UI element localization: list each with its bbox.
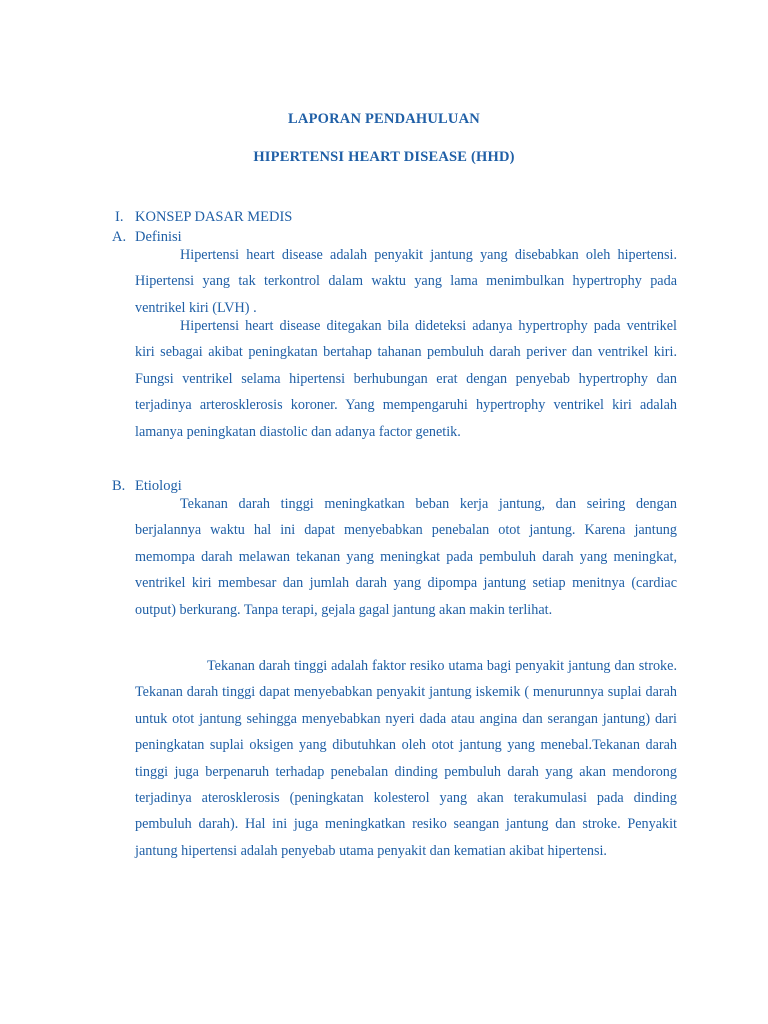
definisi-letter: A.: [112, 229, 127, 245]
document-title: LAPORAN PENDAHULUAN: [288, 111, 480, 127]
section-heading: KONSEP DASAR MEDIS: [135, 209, 293, 225]
etiologi-letter: B.: [112, 478, 126, 494]
section-number: I.: [115, 209, 124, 225]
etiologi-paragraph-2: Tekanan darah tinggi adalah faktor resiko utama bagi penyakit jantung dan stroke. Tekanan darah tinggi dapat menyebabkan penyakit jantung iskemik ( menurunnya suplai darah untuk otot jantung sehingga menyebabkan nyeri dada atau angina dan serangan jantung) dari peningkatan suplai oksigen yang dibutuhkan oleh otot jantung yang menebal.Tekanan darah tinggi juga berpenaruh terhadap penebalan dinding pembuluh darah yang akan mendorong terjadinya aterosklerosis (peningkatan kolesterol yang akan terakumulasi pada dinding pembuluh darah). Hal ini juga meningkatkan resiko seangan jantung dan stroke. Penyakit jantung hipertensi adalah penyebab utama penyakit dan kematian akibat hipertensi.: [135, 658, 677, 859]
definisi-paragraph-1: Hipertensi heart disease adalah penyakit jantung yang disebabkan oleh hipertensi. Hipertensi yang tak terkontrol dalam waktu yang lama menimbulkan hypertrophy pada ventrikel kiri (LVH) .: [135, 247, 677, 316]
etiologi-paragraph-1: Tekanan darah tinggi meningkatkan beban kerja jantung, dan seiring dengan berjalannya waktu hal ini dapat menyebabkan penebalan otot jantung. Karena jantung memompa darah melawan tekanan yang meningkat pada pembuluh darah yang meningkat, ventrikel kiri membesar dan jumlah darah yang dipompa jantung setiap menitnya (cardiac output) berkurang. Tanpa terapi, gejala gagal jantung akan makin terlihat.: [135, 496, 677, 618]
document-subtitle: HIPERTENSI HEART DISEASE (HHD): [253, 149, 515, 165]
definisi-heading: Definisi: [135, 229, 182, 245]
definisi-paragraph-2: Hipertensi heart disease ditegakan bila dideteksi adanya hypertrophy pada ventrikel kiri sebagai akibat peningkatan bertahap tahanan pembuluh darah periver dan ventrikel kiri. Fungsi ventrikel selama hipertensi berhubungan erat dengan penyebab hypertrophy dan terjadinya arterosklerosis koroner. Yang mempengaruhi hypertrophy ventrikel kiri adalah lamanya peningkatan diastolic dan adanya factor genetik.: [135, 318, 677, 440]
etiologi-heading: Etiologi: [135, 478, 182, 494]
